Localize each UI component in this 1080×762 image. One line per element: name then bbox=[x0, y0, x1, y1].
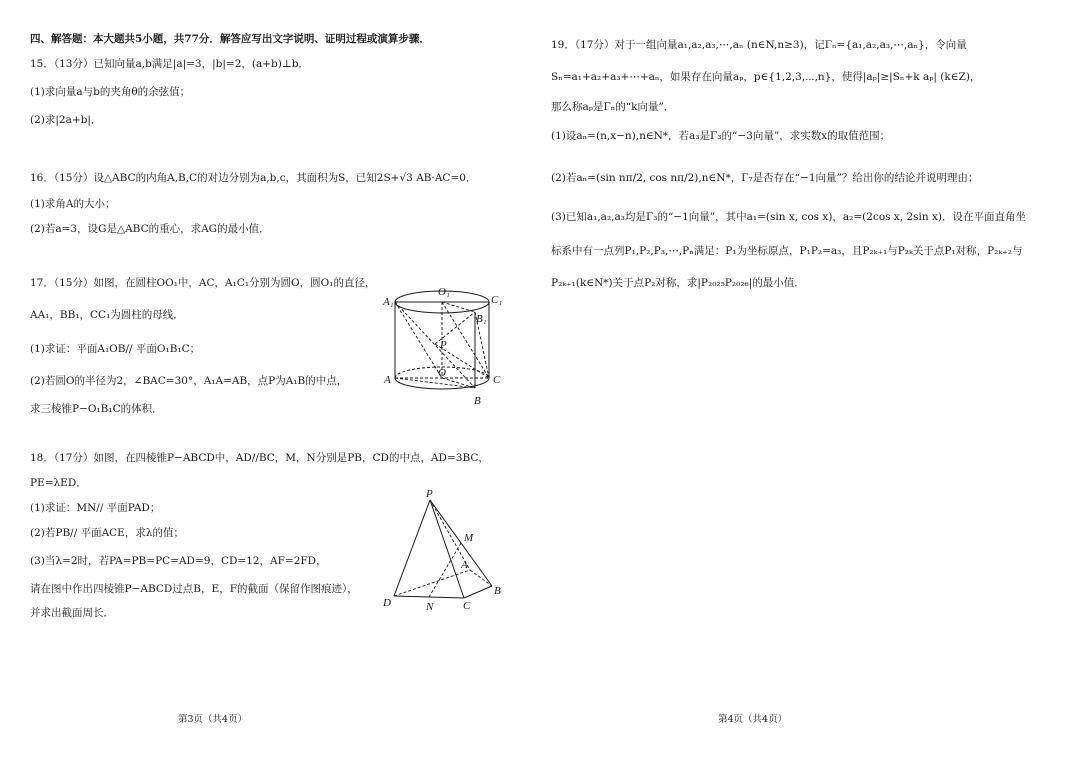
fig17-label-O1: O₁ bbox=[438, 286, 450, 298]
problem-16-stem: 16．（15分）设△ABC的内角A,B,C的对边分别为a,b,c，其面积为S，已知2S+√3 AB·AC=0． bbox=[30, 172, 477, 184]
fig17-label-A: A bbox=[384, 374, 391, 386]
problem-18-q1: (1)求证：MN// 平面PAD； bbox=[30, 502, 161, 514]
problem-17-q2b: 求三棱锥P−O₁B₁C的体积． bbox=[30, 403, 163, 415]
problem-18-q3b: 请在图中作出四棱锥P−ABCD过点B，E，F的截面（保留作图痕迹）， bbox=[30, 583, 358, 595]
problem-19-q3: (3)已知a₁,a₂,a₃均是Γ₃的“−1向量”，其中a₁=(sin x, cos x)，a₂=(2cos x, 2sin x)．设在平面直角坐 bbox=[551, 211, 1027, 223]
problem-19-stem2: Sₙ=a₁+a₂+a₃+⋯+aₙ，如果存在向量aₚ，p∈{1,2,3,⋯,n}，使得|aₚ|≥|Sₙ+k aₚ| (k∈Z)， bbox=[551, 71, 981, 83]
problem-18-q2: (2)若PB// 平面ACE，求λ的值； bbox=[30, 527, 185, 539]
cylinder-figure bbox=[380, 282, 520, 412]
problem-18-q3c: 并求出截面周长． bbox=[30, 607, 114, 619]
problem-17-stem: 17．（15分）如图，在圆柱OO₁中，AC，A₁C₁分别为圆O，圆O₁的直径， bbox=[30, 277, 376, 289]
problem-15-stem: 15．（13分）已知向量a,b满足|a|=3，|b|=2，(a+b)⊥b． bbox=[30, 58, 309, 70]
problem-19-stem3: 那么称aₚ是Γₙ的“k向量”． bbox=[551, 101, 675, 113]
fig18-label-N: N bbox=[426, 601, 434, 613]
problem-19-q2: (2)若aₙ=(sin nπ/2, cos nπ/2),n∈N*，Γ₇是否存在“−1向量”？给出你的结论并说明理由； bbox=[551, 172, 979, 184]
section-header: 四、解答题：本大题共5小题，共77分．解答应写出文字说明、证明过程或演算步骤． bbox=[30, 33, 430, 45]
problem-18-stem: 18．（17分）如图，在四棱锥P−ABCD中，AD//BC，M，N分别是PB，CD的中点，AD=3BC， bbox=[30, 452, 489, 464]
problem-16-q1: (1)求角A的大小； bbox=[30, 198, 116, 210]
problem-19-stem: 19．（17分）对于一组向量a₁,a₂,a₃,⋯,aₙ (n∈N,n≥3)，记Γₙ={a₁,a₂,a₃,⋯,aₙ}，令向量 bbox=[551, 39, 967, 51]
fig18-label-M: M bbox=[464, 532, 474, 544]
fig17-label-B1: B₁ bbox=[476, 313, 487, 325]
pyramid-figure bbox=[380, 486, 510, 616]
fig18-label-P: P bbox=[426, 488, 433, 500]
problem-19-q3c: P₂ₖ₊₁(k∈N*)关于点P₂对称，求|P₂₀₂₅P₂₀₂₆|的最小值． bbox=[551, 277, 805, 289]
fig17-label-A1: A₁ bbox=[383, 296, 394, 308]
problem-18-q3: (3)当λ=2时，若PA=PB=PC=AD=9，CD=12，AF=2FD， bbox=[30, 555, 327, 567]
fig18-label-A: A bbox=[461, 559, 468, 571]
fig17-label-C1: C₁ bbox=[491, 294, 503, 306]
page-3-footer: 第3页（共4页） bbox=[178, 714, 248, 725]
problem-17-stem2: AA₁，BB₁，CC₁为圆柱的母线． bbox=[30, 309, 184, 321]
page-4-footer: 第4页（共4页） bbox=[718, 714, 788, 725]
problem-17-q1: (1)求证：平面A₁OB// 平面O₁B₁C； bbox=[30, 343, 201, 355]
problem-15-q1: (1)求向量a与b的夹角θ的余弦值； bbox=[30, 86, 191, 98]
fig17-label-P: P bbox=[440, 339, 447, 351]
fig17-label-O: O bbox=[438, 367, 446, 379]
problem-17-q2: (2)若圆O的半径为2，∠BAC=30°，A₁A=AB，点P为A₁B的中点， bbox=[30, 375, 348, 387]
fig17-label-C: C bbox=[493, 374, 501, 386]
problem-19-q1: (1)设aₙ=(n,x−n),n∈N*，若a₃是Γ₃的“−3向量”，求实数x的取值范围； bbox=[551, 130, 891, 142]
fig17-label-B: B bbox=[474, 395, 481, 407]
fig18-label-B: B bbox=[494, 585, 501, 597]
problem-16-q2: (2)若a=3，设G是△ABC的重心，求AG的最小值． bbox=[30, 223, 270, 235]
problem-15-q2: (2)求|2a+b|． bbox=[30, 114, 102, 126]
fig18-label-C: C bbox=[463, 600, 471, 612]
problem-19-q3b: 标系中有一点列P₁,P₂,P₃,⋯,Pₙ满足：P₁为坐标原点，P₁P₂=a₃，且P₂ₖ₊₁与P₂ₖ关于点P₁对称，P₂ₖ₊₂与 bbox=[551, 245, 1023, 257]
fig18-label-D: D bbox=[383, 597, 391, 609]
problem-18-stem2: PE=λED． bbox=[30, 477, 87, 489]
